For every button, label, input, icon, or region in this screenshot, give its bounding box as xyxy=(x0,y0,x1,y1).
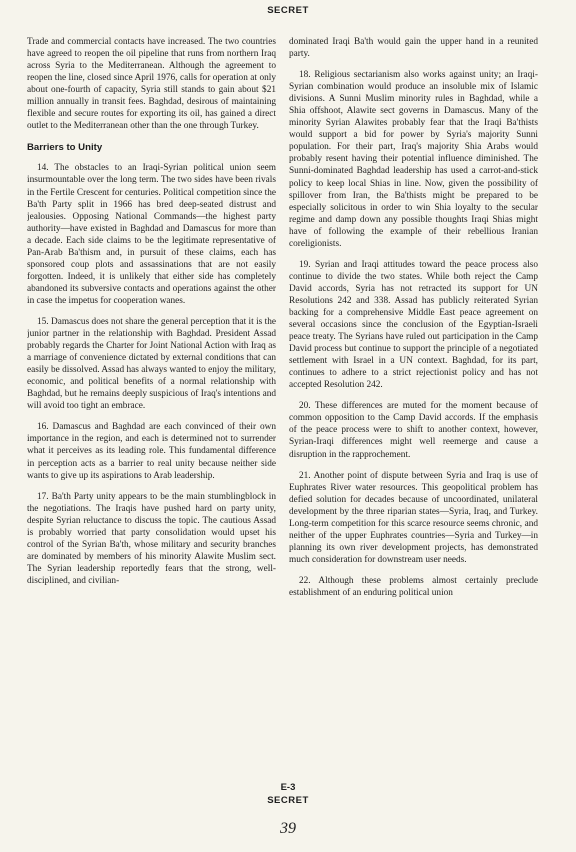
right-column xyxy=(289,36,538,776)
paragraph-19: 19. Syrian and Iraqi attitudes toward the peace process also continue to divide the two states. While both reject the Camp David accords, Syria has not retracted its support for UN Resolutions 242 and 338. Assad has publicly reiterated Syrian backing for a comprehensive Middle East peace agreement on several occasions since the conclusion of the Egyptian-Israeli peace treaty. The Syrians have ruled out participation in the Camp David process but continue to support the principle of a negotiated settlement with Israel in a UN context. Baghdad, for its part, continues to adhere to a strict rejectionist policy and has not accepted Resolution 242. xyxy=(289,259,538,391)
left-column xyxy=(27,36,276,776)
classification-header: SECRET xyxy=(267,5,309,16)
paragraph-14: 14. The obstacles to an Iraqi-Syrian political union seem insurmountable over the long term. The two sides have been rivals in the Fertile Crescent for centuries. Political competition since the Ba'th Party split in 1966 has bred deep-seated distrust and jealousies. Opposing National Commands—the highest party authority—have existed in Baghdad and Damascus for more than a decade. Each side claims to be the legitimate representative of Pan-Arab Ba'thism and, in pursuit of these claims, each has sponsored coup plots and assassinations that are not easily forgotten. Indeed, it is unlikely that either side has completely abandoned its subversive contacts and operations against the other in case the impetus for cooperation wanes. xyxy=(27,163,276,306)
paragraph-16: 16. Damascus and Baghdad are each convinced of their own importance in the region, and each is determined not to surrender what it perceives as its leading role. This fundamental difference in perception acts as a barrier to real unity because neither side wants to give up its aspirations to Arab leadership. xyxy=(27,422,276,481)
paragraph-18: 18. Religious sectarianism also works against unity; an Iraqi-Syrian combination would produce an insoluble mix of Islamic divisions. A Sunni Muslim minority rules in Baghdad, while a Shia offshoot, Alawite sect governs in Damascus. Many of the minority Syrian Alawites probably fear that the Iraqi Ba'thists would support a bid for power by Syria's majority Sunni population. For their part, Iraq's majority Shia Arabs would probably resent having their potential influence diminished. The Sunni-dominated Baghdad leadership has used a carrot-and-stick policy to keep local Shias in line. Now, given the possibility of spillover from Iran, the Ba'thists might be prepared to be especially solicitous in order to win Shia loyalty to the secular regime and damp down any possible thoughts Iraqi Shias might have of following the example of their rebellious Iranian coreligionists. xyxy=(289,70,538,249)
paragraph-17: 17. Ba'th Party unity appears to be the main stumblingblock in the negotiations. The Iraqis have pushed hard on party unity, despite Syrian reluctance to discuss the topic. The cautious Assad is probably worried that party consolidation would upset his control of the Syrian Ba'th, whose military and security branches are dominated by members of his minority Alawite Muslim sect. The Syrian leadership reportedly fears that the strong, well-disciplined, and civilian- xyxy=(27,491,276,586)
page-number: 39 xyxy=(280,820,296,837)
paragraph-15: 15. Damascus does not share the general perception that it is the junior partner in the relationship with Baghdad. President Assad probably regards the Charter for Joint National Action with Iraq as a marriage of convenience dictated by external conditions that can easily be dissolved. Assad has always wanted to enjoy the military, economic, and political benefits of a normal relationship with Baghdad, but he remains deeply suspicious of Iraq's intentions and will avoid too tight an embrace. xyxy=(27,316,276,412)
paragraph-22: 22. Although these problems almost certainly preclude establishment of an enduring political union xyxy=(289,575,538,598)
paragraph-17-continued: dominated Iraqi Ba'th would gain the upper hand in a reunited party. xyxy=(289,37,538,60)
paragraph-21: 21. Another point of dispute between Syria and Iraq is use of Euphrates River water resources. This geopolitical problem has defied solution for decades because of uncoordinated, unilateral development by the three riparian states—Syria, Iraq, and Turkey. Long-term competition for this scarce resource seems chronic, and neither of the upper Euphrates countries—Syria and Turkey—in planning its own river development projects, has demonstrated much consideration for downstream user needs. xyxy=(289,470,538,565)
classification-footer: SECRET xyxy=(267,795,309,806)
page-id: E-3 xyxy=(280,782,296,793)
paragraph-20: 20. These differences are muted for the moment because of common opposition to the Camp David accords. If the emphasis of the peace process were to shift to another context, however, Syrian-Iraqi differences might well reemerge and cause a disruption in the rapprochement. xyxy=(289,401,538,460)
section-heading: Barriers to Unity xyxy=(27,142,103,154)
paragraph-trade: Trade and commercial contacts have increased. The two countries have agreed to reopen the oil pipeline that runs from northern Iraq across Syria to the Mediterranean. Although the agreement to reopen the line, closed since April 1976, calls for operation at only about one-fourth of capacity, Syria still stands to gain about $21 million annually in transit fees. Baghdad, desirous of maintaining flexible and secure routes for exporting its oil, has gained a direct outlet to the Mediterranean other than the one through Turkey. xyxy=(27,37,276,132)
